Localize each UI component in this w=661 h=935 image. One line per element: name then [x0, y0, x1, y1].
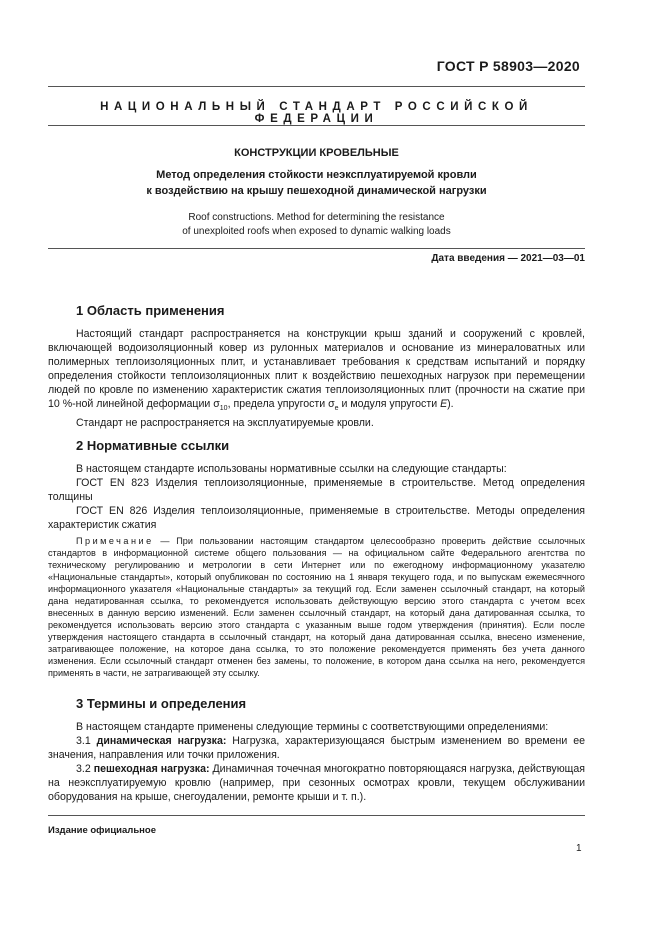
english-title	[48, 211, 585, 239]
section-3-body	[48, 720, 585, 804]
english-title-line-1: Roof constructions. Method for determining the resistance	[188, 212, 445, 223]
section-1-paragraph-1	[48, 327, 585, 416]
subtitle-line-2: к воздействию на крышу пешеходной динамической нагрузки	[146, 185, 487, 197]
term-3-1	[48, 734, 585, 762]
section-1-heading: 1 Область применения	[76, 303, 225, 318]
term-3-2	[48, 762, 585, 804]
s1-p1-end: и модуля упругости	[338, 398, 441, 410]
page-number: 1	[576, 843, 582, 854]
section-2-reference-en823: ГОСТ EN 823 Изделия теплоизоляционные, применяемые в строительстве. Метод определения толщины	[48, 477, 585, 503]
section-2-note	[48, 535, 585, 679]
intro-date: Дата введения — 2021—03—01	[431, 253, 585, 264]
term-3-1-number: 3.1	[76, 735, 97, 747]
s1-p1-sub-10: 10	[219, 405, 228, 413]
english-title-line-2: of unexploited roofs when exposed to dynamic walking loads	[182, 226, 451, 237]
section-1-paragraph-2: Стандарт не распространяется на эксплуатируемые кровли.	[76, 417, 374, 430]
section-2-paragraph-1: В настоящем стандарте использованы нормативные ссылки на следующие стандарты:	[76, 463, 507, 475]
term-3-1-term: динамическая нагрузка:	[96, 735, 227, 747]
note-paragraph	[48, 535, 585, 679]
header-rule-top	[48, 86, 585, 87]
s1-p1-close: ).	[447, 398, 454, 410]
section-3-heading: 3 Термины и определения	[76, 696, 247, 711]
s1-p1-mid: , предела упругости σ	[227, 398, 335, 410]
header-rule-bottom	[48, 125, 585, 126]
term-3-2-term: пешеходная нагрузка:	[93, 763, 210, 775]
official-edition-label: Издание официальное	[48, 825, 156, 836]
note-text: — При пользовании настоящим стандартом целесообразно проверить действие ссылочных стандартов в информационной системе общего пользования — на официальном сайте Федерального агентства по техническому регулированию и метрологии в сети Интернет или по ежегодному информационному указателю «Национальные стандарты», который опубликован по состоянию на 1 января текущего года, и по выпускам ежемесячного информационного указателя «Национальные стандарты» за текущий год. Если заменен ссылочный стандарт, на который дана недатированная ссылка, то рекомендуется использовать действующую версию этого стандарта с учетом всех внесенных в данную версию изменений. Если заменен ссылочный стандарт, на который дана датированная ссылка, то рекомендуется использовать версию этого стандарта с указанным выше годом утверждения (принятия). Если после утверждения настоящего стандарта в ссылочный стандарт, на который дана датированная ссылка, внесено изменение, затрагивающее положение, на которое дана ссылка, то это положение рекомендуется применять без учета данного изменения. Если ссылочный стандарт отменен без замены, то положение, в котором дана ссылка на него, рекомендуется применять в части, не затрагивающей эту ссылку.	[48, 536, 585, 678]
subtitle-line-1: Метод определения стойкости неэксплуатируемой кровли	[156, 169, 477, 181]
s1-p1-sub-e: e	[334, 405, 339, 413]
national-standard-title: НАЦИОНАЛЬНЫЙ СТАНДАРТ РОССИЙСКОЙ ФЕДЕРАЦИИ	[100, 101, 533, 125]
note-label: Примечание	[76, 536, 154, 546]
section-2-heading: 2 Нормативные ссылки	[76, 438, 230, 453]
footer-rule	[48, 815, 585, 816]
document-number: ГОСТ Р 58903—2020	[436, 58, 580, 74]
standard-title: КОНСТРУКЦИИ КРОВЕЛЬНЫЕ	[234, 147, 399, 159]
section-2-reference-en826: ГОСТ EN 826 Изделия теплоизоляционные, применяемые в строительстве. Методы определения характеристик сжатия	[48, 505, 585, 531]
term-3-2-definition: Динамичная точечная многократно повторяющаяся нагрузка, действующая на неэксплуатируемую кровлю (например, при сезонных осмотрах кровли, текущем обслуживании оборудования на крыше, снегоудалении, ремонте крыши и т. п.).	[48, 763, 586, 803]
standard-subtitle	[48, 167, 585, 199]
term-3-1-definition: Нагрузка, характеризующаяся быстрым изменением во времени ее значения, направления или точки приложения.	[48, 735, 585, 761]
term-3-2-number: 3.2	[76, 763, 94, 775]
s1-p1-italic-e: E	[440, 398, 448, 410]
intro-date-rule	[48, 248, 585, 249]
s1-p1-text: Настоящий стандарт распространяется на конструкции крыш зданий и сооружений с кровлей, включающей водоизоляционный ковер из рулонных материалов и основание из минераловатных или полимерных теплоизоляционных плит, и устанавливает требования к средствам испытаний и порядку определения стойкости теплоизоляционных плит к воздействию пешеходных нагрузок при перемещении людей по кровле по изменению характеристик сжатия теплоизоляционных плит (прочности на сжатие при 10 %-ной линейной деформации σ	[48, 328, 585, 410]
section-2-body	[48, 462, 585, 532]
section-1-body	[48, 327, 585, 430]
section-3-paragraph-1: В настоящем стандарте применены следующие термины с соответствующими определениями:	[76, 721, 549, 733]
